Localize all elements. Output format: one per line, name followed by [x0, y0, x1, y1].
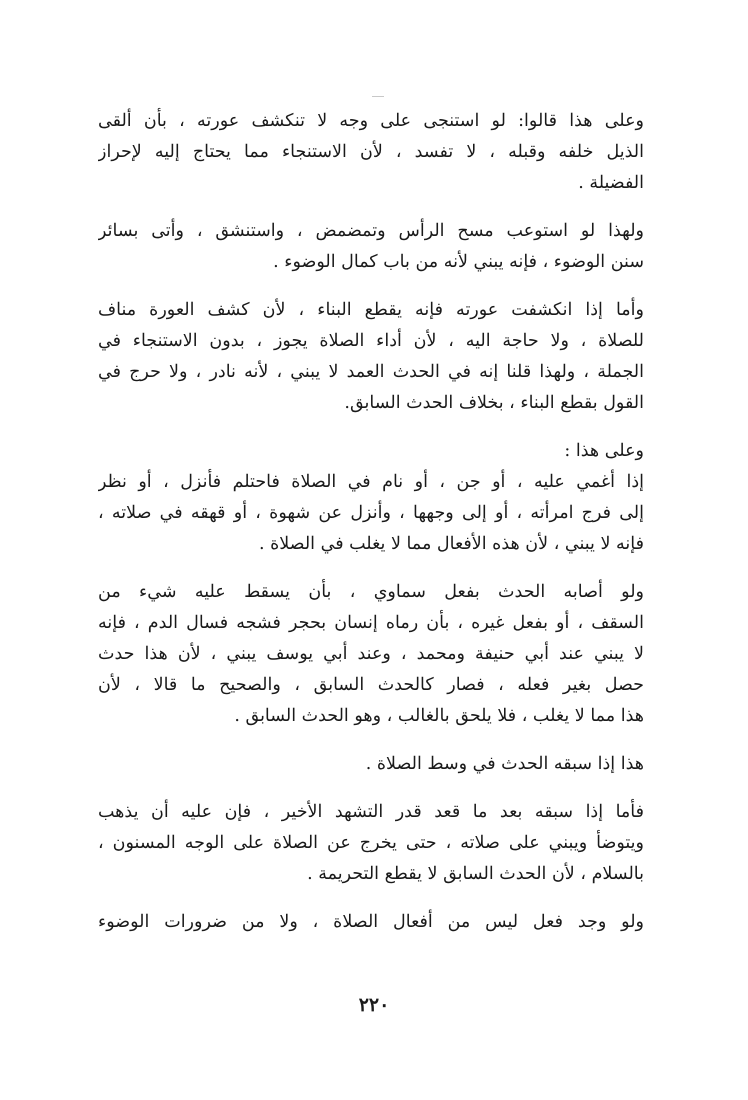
- paragraph: [98, 106, 644, 199]
- text-line: للصلاة ، ولا حاجة اليه ، لأن أداء الصلاة يجوز ، بدون الاستنجاء في: [98, 331, 644, 351]
- paragraph: [98, 577, 644, 732]
- page-number: ٢٢٠: [358, 994, 390, 1016]
- text-line: الجملة ، ولهذا قلنا إنه في الحدث العمد لا يبني ، لأنه نادر ، ولا حرج في: [98, 362, 644, 382]
- paragraph: [98, 749, 644, 780]
- text-line: القول بقطع البناء ، بخلاف الحدث السابق.: [344, 393, 644, 413]
- text-line: ولو وجد فعل ليس من أفعال الصلاة ، ولا من ضرورات الوضوء: [98, 912, 644, 932]
- paragraph: [98, 436, 644, 560]
- text-line: الذيل خلفه وقبله ، لا تفسد ، لأن الاستنجاء مما يحتاج إليه لإحراز: [98, 142, 644, 162]
- text-line: الفضيلة .: [578, 173, 644, 193]
- page-body: [98, 106, 644, 955]
- text-line: ولهذا لو استوعب مسح الرأس وتمضمض ، واستنشق ، وأتى بسائر: [98, 221, 644, 241]
- paragraph: [98, 907, 644, 938]
- text-line: إذا أغمي عليه ، أو جن ، أو نام في الصلاة فاحتلم فأنزل ، أو نظر: [98, 472, 644, 492]
- text-line: بالسلام ، لأن الحدث السابق لا يقطع التحريمة .: [307, 864, 644, 884]
- paragraph: [98, 295, 644, 419]
- paragraph: [98, 216, 644, 278]
- text-line: فأما إذا سبقه بعد ما قعد قدر التشهد الأخير ، فإن عليه أن يذهب: [98, 802, 644, 822]
- top-mark: [372, 96, 384, 97]
- text-line: ولو أصابه الحدث بفعل سماوي ، بأن يسقط عليه شيء من: [98, 582, 644, 602]
- text-line: إلى فرج امرأته ، أو إلى وجهها ، وأنزل عن شهوة ، أو قهقه في صلاته ،: [98, 503, 644, 523]
- text-line: هذا مما لا يغلب ، فلا يلحق بالغالب ، وهو الحدث السابق .: [234, 706, 644, 726]
- text-line: السقف ، أو بفعل غيره ، بأن رماه إنسان بحجر فشجه فسال الدم ، فإنه: [98, 613, 644, 633]
- text-line: ويتوضأ ويبني على صلاته ، حتى يخرج عن الصلاة على الوجه المسنون ،: [98, 833, 644, 853]
- text-line: هذا إذا سبقه الحدث في وسط الصلاة .: [365, 754, 644, 774]
- text-line: سنن الوضوء ، فإنه يبني لأنه من باب كمال الوضوء .: [273, 252, 644, 272]
- text-line: وأما إذا انكشفت عورته فإنه يقطع البناء ، لأن كشف العورة مناف: [98, 300, 644, 320]
- text-line: وعلى هذا :: [564, 441, 644, 461]
- text-line: لا يبني عند أبي حنيفة ومحمد ، وعند أبي يوسف يبني ، لأن هذا حدث: [98, 644, 644, 664]
- paragraph: [98, 797, 644, 890]
- text-line: فإنه لا يبني ، لأن هذه الأفعال مما لا يغلب في الصلاة .: [258, 534, 644, 554]
- text-line: وعلى هذا قالوا: لو استنجى على وجه لا تنكشف عورته ، بأن ألقى: [98, 111, 644, 131]
- text-line: حصل بغير فعله ، فصار كالحدث السابق ، والصحيح ما قالا ، لأن: [98, 675, 644, 695]
